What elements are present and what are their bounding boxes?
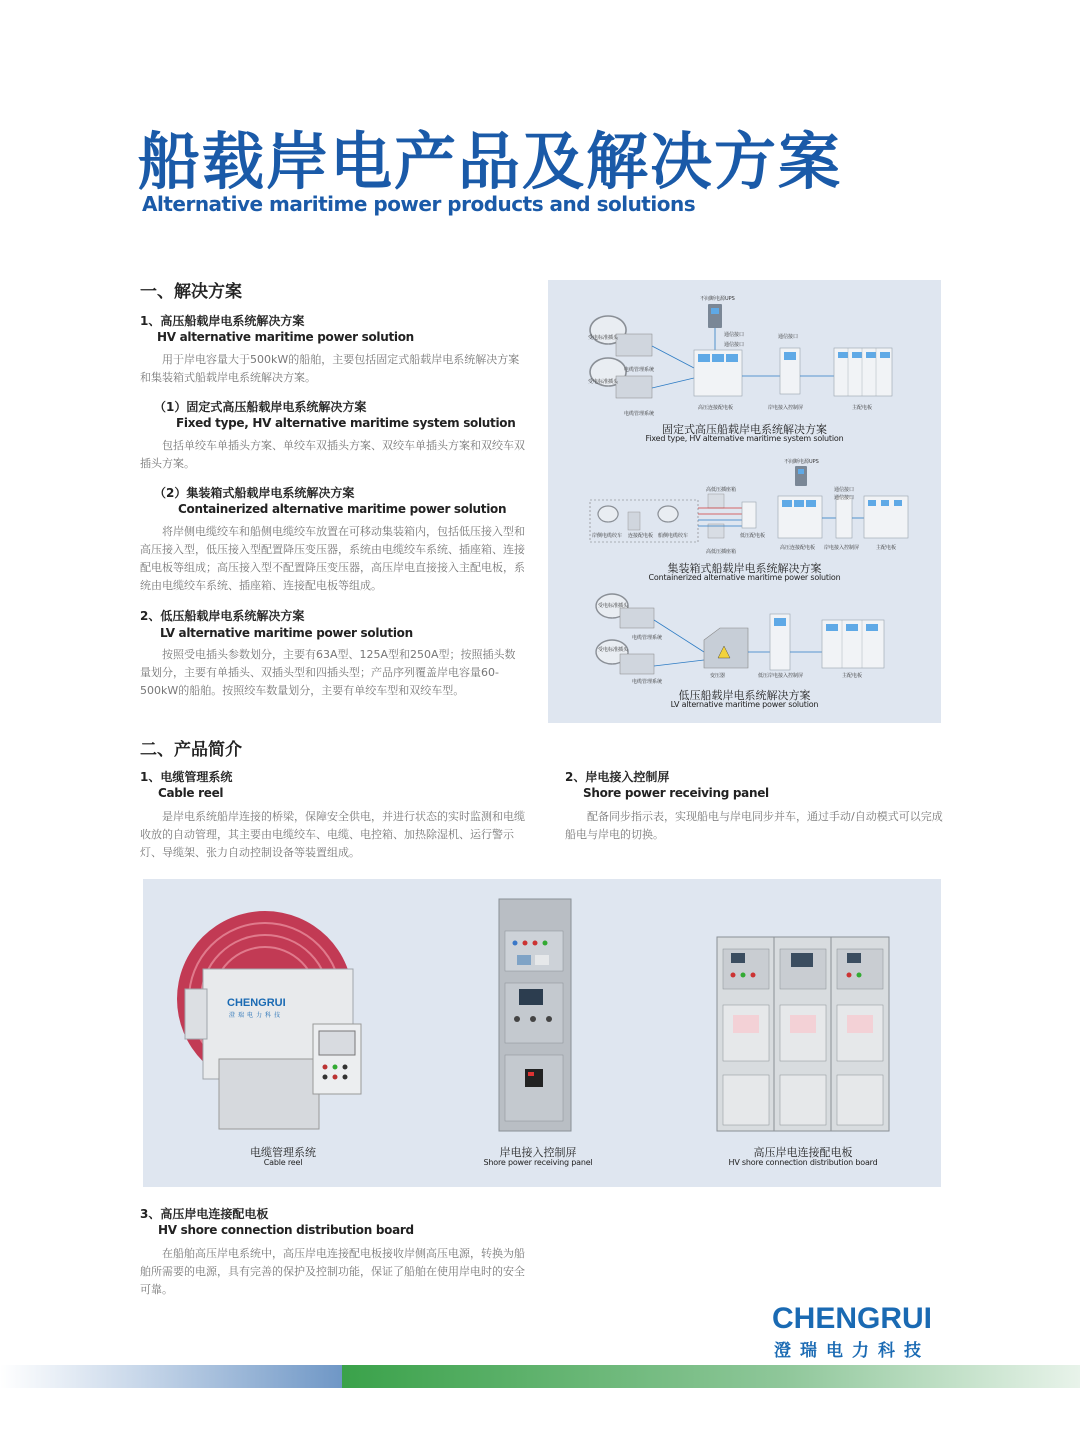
solution-1-1-title-en: Fixed type, HV alternative maritime system solution: [176, 416, 516, 430]
solution-1-1-title-cn: （1）固定式高压船载岸电系统解决方案: [154, 400, 367, 414]
d3-cable-b-label: 电缆管理系统: [632, 679, 663, 685]
diagram-2-caption-en: Containerized alternative maritime power solution: [648, 573, 841, 582]
product-caption-1-cn: 电缆管理系统: [250, 1146, 316, 1159]
d2-ups-label: 不间断电源UPS: [784, 459, 819, 465]
product-caption-2-cn: 岸电接入控制屏: [499, 1146, 577, 1159]
d2-hv-board-label: 高压连接配电板: [780, 545, 816, 551]
d1-hv-board-label: 高压连接配电板: [698, 405, 734, 411]
solution-1-2-title-en: Containerized alternative maritime power solution: [178, 502, 507, 516]
diagram-1-caption-en: Fixed type, HV alternative maritime system solution: [645, 434, 844, 443]
d3-panel-label: 低压岸电接入控制屏: [758, 673, 804, 679]
cable-reel-logo-cn: 澄瑞电力科技: [229, 1012, 284, 1019]
d1-port3-label: 通信接口: [778, 334, 799, 340]
diagram-3-caption-cn: 低压船载岸电系统解决方案: [678, 689, 811, 702]
d3-transformer-label: 变压器: [710, 673, 726, 679]
solution-2-paragraph: 按照受电插头参数划分，主要有63A型、125A型和250A型；按照插头数量划分，主要有单插头、双插头型和四插头型；产品序列覆盖岸电容量60-500kW的船舶。按照绞车数量划分，主要有单绞车型和双绞车型。: [140, 648, 516, 697]
d1-panel-label: 岸电接入控制屏: [768, 405, 804, 411]
diagram-1-caption-cn: 固定式高压船载岸电系统解决方案: [662, 423, 827, 436]
cable-reel-logo-en: CHENGRUI: [227, 997, 286, 1009]
d2-lv-board-label: 低压配电板: [740, 533, 766, 539]
d2-port1-label: 通信接口: [834, 487, 855, 493]
d2-hv-socket1-label: 高低压插座箱: [706, 487, 737, 493]
product-1-title-en: Cable reel: [158, 786, 224, 800]
d1-plug-b-label: 受电标准插头: [588, 379, 619, 385]
product-1-title-cn: 1、电缆管理系统: [140, 770, 233, 784]
d1-cable-a-label: 电缆管理系统: [624, 367, 655, 373]
d1-ups-label: 不间断电源UPS: [700, 296, 735, 302]
d2-port2-label: 通信接口: [834, 495, 855, 501]
page-subtitle: Alternative maritime power products and solutions: [142, 192, 696, 216]
product-photos-panel: [143, 879, 941, 1187]
d1-cable-b-label: 电缆管理系统: [624, 411, 655, 417]
product-1-paragraph: 是岸电系统船岸连接的桥梁，保障安全供电，并进行状态的实时监测和电缆收放的自动管理，其主要由电缆绞车、电缆、电控箱、加热除湿机、运行警示灯、导缆架、张力自动控制设备等装置组成。: [140, 810, 525, 859]
brand-logo-en: CHENGRUI: [772, 1302, 933, 1335]
footer-bar-blue: [0, 1365, 342, 1388]
d2-conn-board-label: 连接配电板: [628, 533, 654, 539]
d2-hv-socket2-label: 高低压插座箱: [706, 549, 737, 555]
product-3-paragraph: 在船舶高压岸电系统中，高压岸电连接配电板接收岸侧高压电源，转换为船舶所需要的电源，具有完善的保护及控制功能，保证了船舶在使用岸电时的安全可靠。: [140, 1247, 525, 1296]
diagram-2-caption-cn: 集装箱式船载岸电系统解决方案: [667, 562, 822, 575]
product-3-title-cn: 3、高压岸电连接配电板: [140, 1207, 269, 1221]
d1-port1-label: 通信接口: [724, 332, 745, 338]
product-caption-2-en: Shore power receiving panel: [483, 1158, 593, 1167]
product-caption-1-en: Cable reel: [263, 1158, 303, 1167]
d2-shore-winch-label: 岸侧电缆绞车: [592, 533, 623, 539]
d1-port2-label: 通信接口: [724, 342, 745, 348]
section-heading-products: 二、产品简介: [140, 740, 242, 760]
product-2-title-cn: 2、岸电接入控制屏: [565, 770, 670, 784]
brand-logo-cn: 澄瑞电力科技: [774, 1341, 930, 1361]
solution-diagrams-panel: [548, 280, 941, 723]
section-heading-solutions: 一、解决方案: [140, 282, 242, 302]
d3-cable-a-label: 电缆管理系统: [632, 635, 663, 641]
product-caption-3-en: HV shore connection distribution board: [728, 1158, 878, 1167]
diagram-3-caption-en: LV alternative maritime power solution: [670, 700, 819, 709]
solution-2-title-en: LV alternative maritime power solution: [160, 626, 413, 640]
diagram-fixed-hv: [590, 304, 892, 398]
d2-main-label: 主配电板: [876, 545, 897, 551]
product-3-title-en: HV shore connection distribution board: [158, 1223, 414, 1237]
d3-plug-a-label: 受电标准插头: [598, 603, 629, 609]
d1-plug-a-label: 受电标准插头: [588, 335, 619, 341]
d3-main-label: 主配电板: [842, 673, 863, 679]
solution-1-title-en: HV alternative maritime power solution: [157, 330, 414, 344]
footer-bar-green: [342, 1365, 1080, 1388]
shore-power-panel-image: [495, 897, 575, 1133]
d1-main-label: 主配电板: [852, 405, 873, 411]
solution-1-1-paragraph: 包括单绞车单插头方案、单绞车双插头方案、双绞车单插头方案和双绞车双插头方案。: [140, 439, 525, 470]
solution-diagrams: [548, 280, 941, 723]
diagram-containerized: [590, 466, 908, 542]
solution-1-paragraph: 用于岸电容量大于500kW的船舶，主要包括固定式船载岸电系统解决方案和集装箱式船载岸电系统解决方案。: [140, 353, 520, 384]
d3-plug-b-label: 受电标准插头: [598, 647, 629, 653]
d2-ship-winch-label: 船侧电缆绞车: [658, 533, 689, 539]
solution-1-2-paragraph: 将岸侧电缆绞车和船侧电缆绞车放置在可移动集装箱内，包括低压接入型和高压接入型，低压接入型配置降压变压器，系统由电缆绞车系统、插座箱、连接配电板等组成；高压接入型不配置降压变压器，高压岸电直接接入主配电板，系统由电缆绞车系统、插座箱、连接配电板等组成。: [140, 525, 525, 592]
product-2-title-en: Shore power receiving panel: [583, 786, 769, 800]
solution-2-title-cn: 2、低压船载岸电系统解决方案: [140, 609, 305, 623]
d2-panel-label: 岸电接入控制屏: [824, 545, 860, 551]
product-2-paragraph: 配备同步指示表，实现船电与岸电同步并车，通过手动/自动模式可以完成船电与岸电的切换。: [565, 810, 943, 841]
product-caption-3-cn: 高压岸电连接配电板: [753, 1146, 853, 1159]
solution-1-title-cn: 1、高压船载岸电系统解决方案: [140, 314, 305, 328]
hv-board-image: [713, 935, 893, 1133]
solution-1-2-title-cn: （2）集装箱式船载岸电系统解决方案: [154, 486, 355, 500]
page-title: 船载岸电产品及解决方案: [138, 125, 843, 198]
